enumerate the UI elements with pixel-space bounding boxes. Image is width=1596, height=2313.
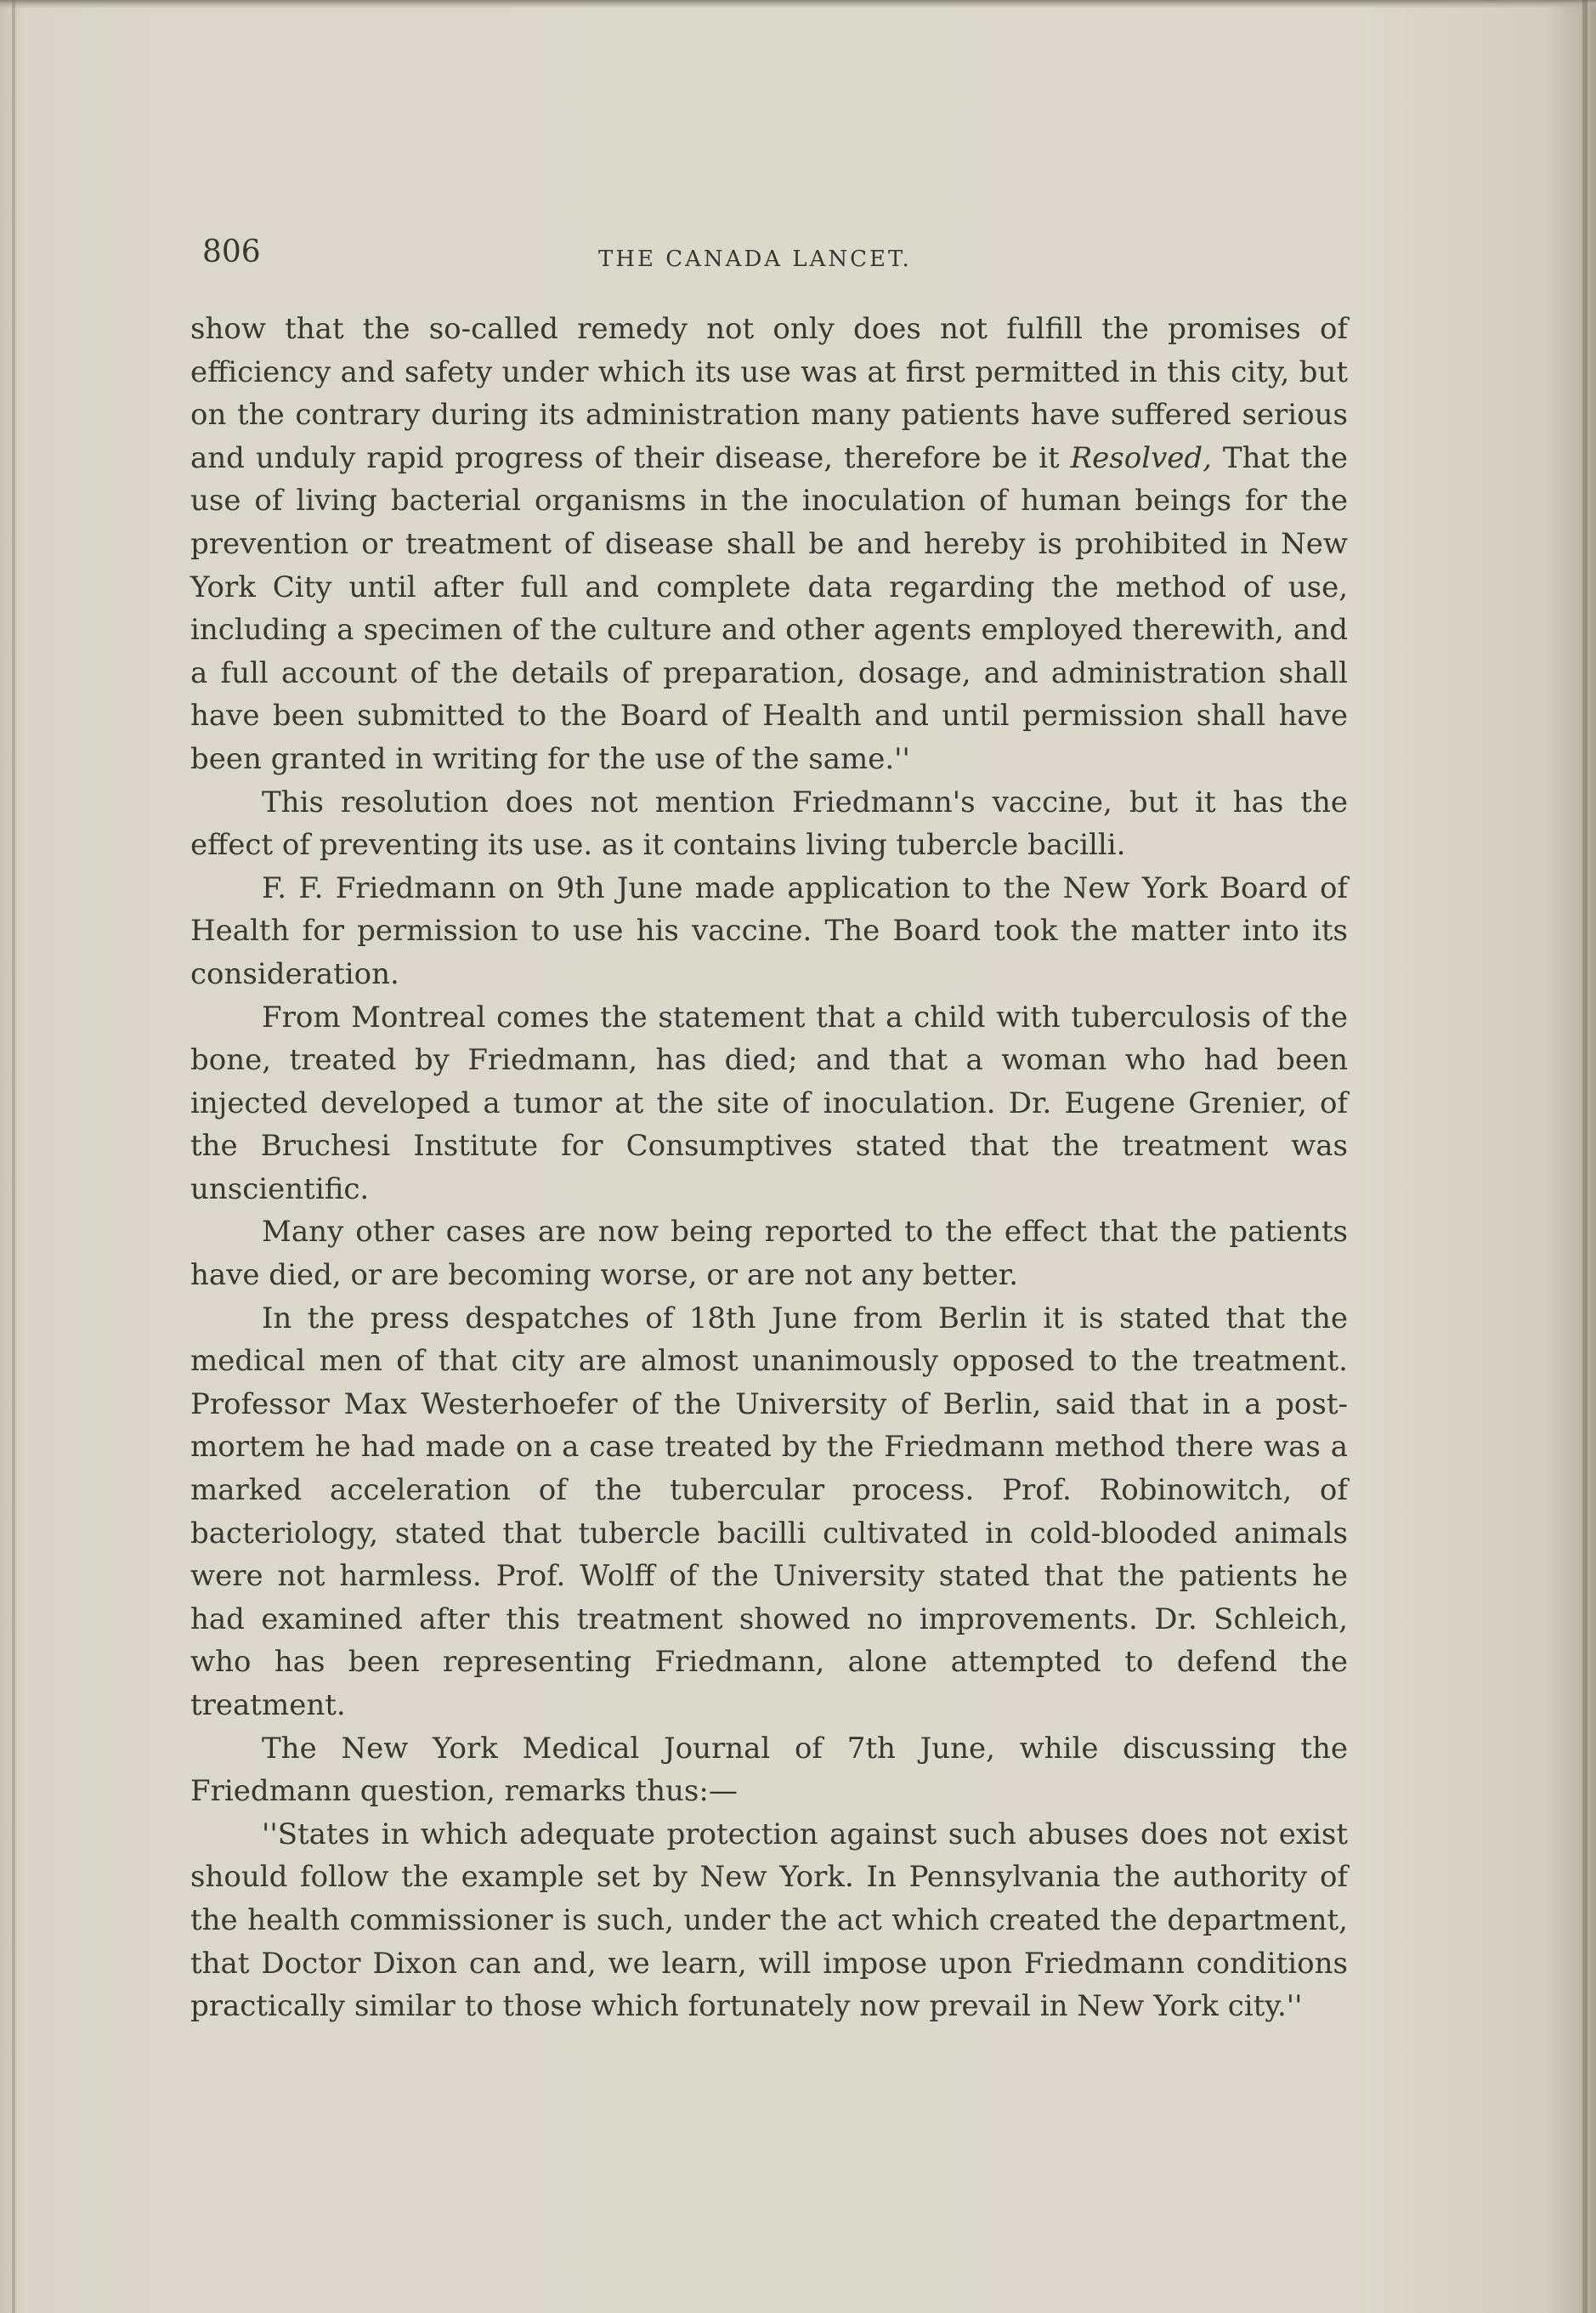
journal-page [190, 230, 1348, 2024]
top-shadow [0, 0, 1596, 9]
paragraph-application: F. F. Friedmann on 9th June made application to the New York Board of Health for permission to use his vaccine. The Board took the matter into its consideration. [190, 870, 1348, 991]
body-text [190, 308, 1348, 2028]
resolved-italic: Resolved, [1070, 440, 1212, 475]
paragraph-berlin: In the press despatches of 18th June from Berlin it is stated that the medical men of that city are almost unanimously opposed to the treatment. Professor Max Westerhoefer of the University of Berlin, said that in a post-mortem he had made on a case treated by the Friedmann method there was a marked acceleration of the tubercular process. Prof. Robinowitch, of bacteriology, stated that tubercle bacilli cultivated in cold-blooded animals were not harmless. Prof. Wolff of the University stated that the patients he had examined after this treatment showed no improvements. Dr. Schleich, who has been representing Friedmann, alone attempted to defend the treatment. [190, 1301, 1348, 1722]
page-number: 806 [202, 235, 261, 269]
paragraph-resolution-effect: This resolution does not mention Friedmann's vaccine, but it has the effect of preventing its use. as it contains living tubercle bacilli. [190, 785, 1348, 863]
page-edge [1582, 0, 1588, 2313]
resolution-text-start: show that the so-called remedy not only does not fulfill the promises of efficiency and safety under which its use was at first permitted in this city, but on the contrary during its administration many patients have suffered serious and unduly rapid progress of their disease, therefore be it [190, 312, 1348, 475]
binding-edge [12, 0, 15, 2313]
paragraph-resolution-quote [190, 308, 1348, 781]
paragraph-other-cases: Many other cases are now being reported to the effect that the patients have died, or are becoming worse, or are not any better. [190, 1215, 1348, 1293]
resolution-text-end: That the use of living bacterial organisms in the inoculation of human beings for the prevention or treatment of disease shall be and hereby is prohibited in New York City until after full and complete data regarding the method of use, including a specimen of the culture and other agents employed therewith, and a full account of the details of preparation, dosage, and administration shall have been submitted to the Board of Health and until permission shall have been granted in writing for the use of the same.'' [190, 440, 1348, 776]
paragraph-states-quote: ''States in which adequate protection against such abuses does not exist should follow the example set by New York. In Pennsylvania the authority of the health commissioner is such, under the act which created the department, that Doctor Dixon can and, we learn, will impose upon Friedmann conditions practically similar to those which fortunately now prevail in New York city.'' [190, 1817, 1348, 2024]
page-header [190, 230, 1348, 281]
running-title: THE CANADA LANCET. [598, 247, 912, 272]
paragraph-montreal: From Montreal comes the statement that a child with tuberculosis of the bone, treated by Friedmann, has died; and that a woman who had been injected developed a tumor at the site of inoculation. Dr. Eugene Grenier, of the Bruchesi Institute for Consumptives stated that the treatment was unscientific. [190, 1000, 1348, 1206]
paragraph-ny-journal: The New York Medical Journal of 7th June, while discussing the Friedmann question, remarks thus:— [190, 1731, 1348, 1809]
